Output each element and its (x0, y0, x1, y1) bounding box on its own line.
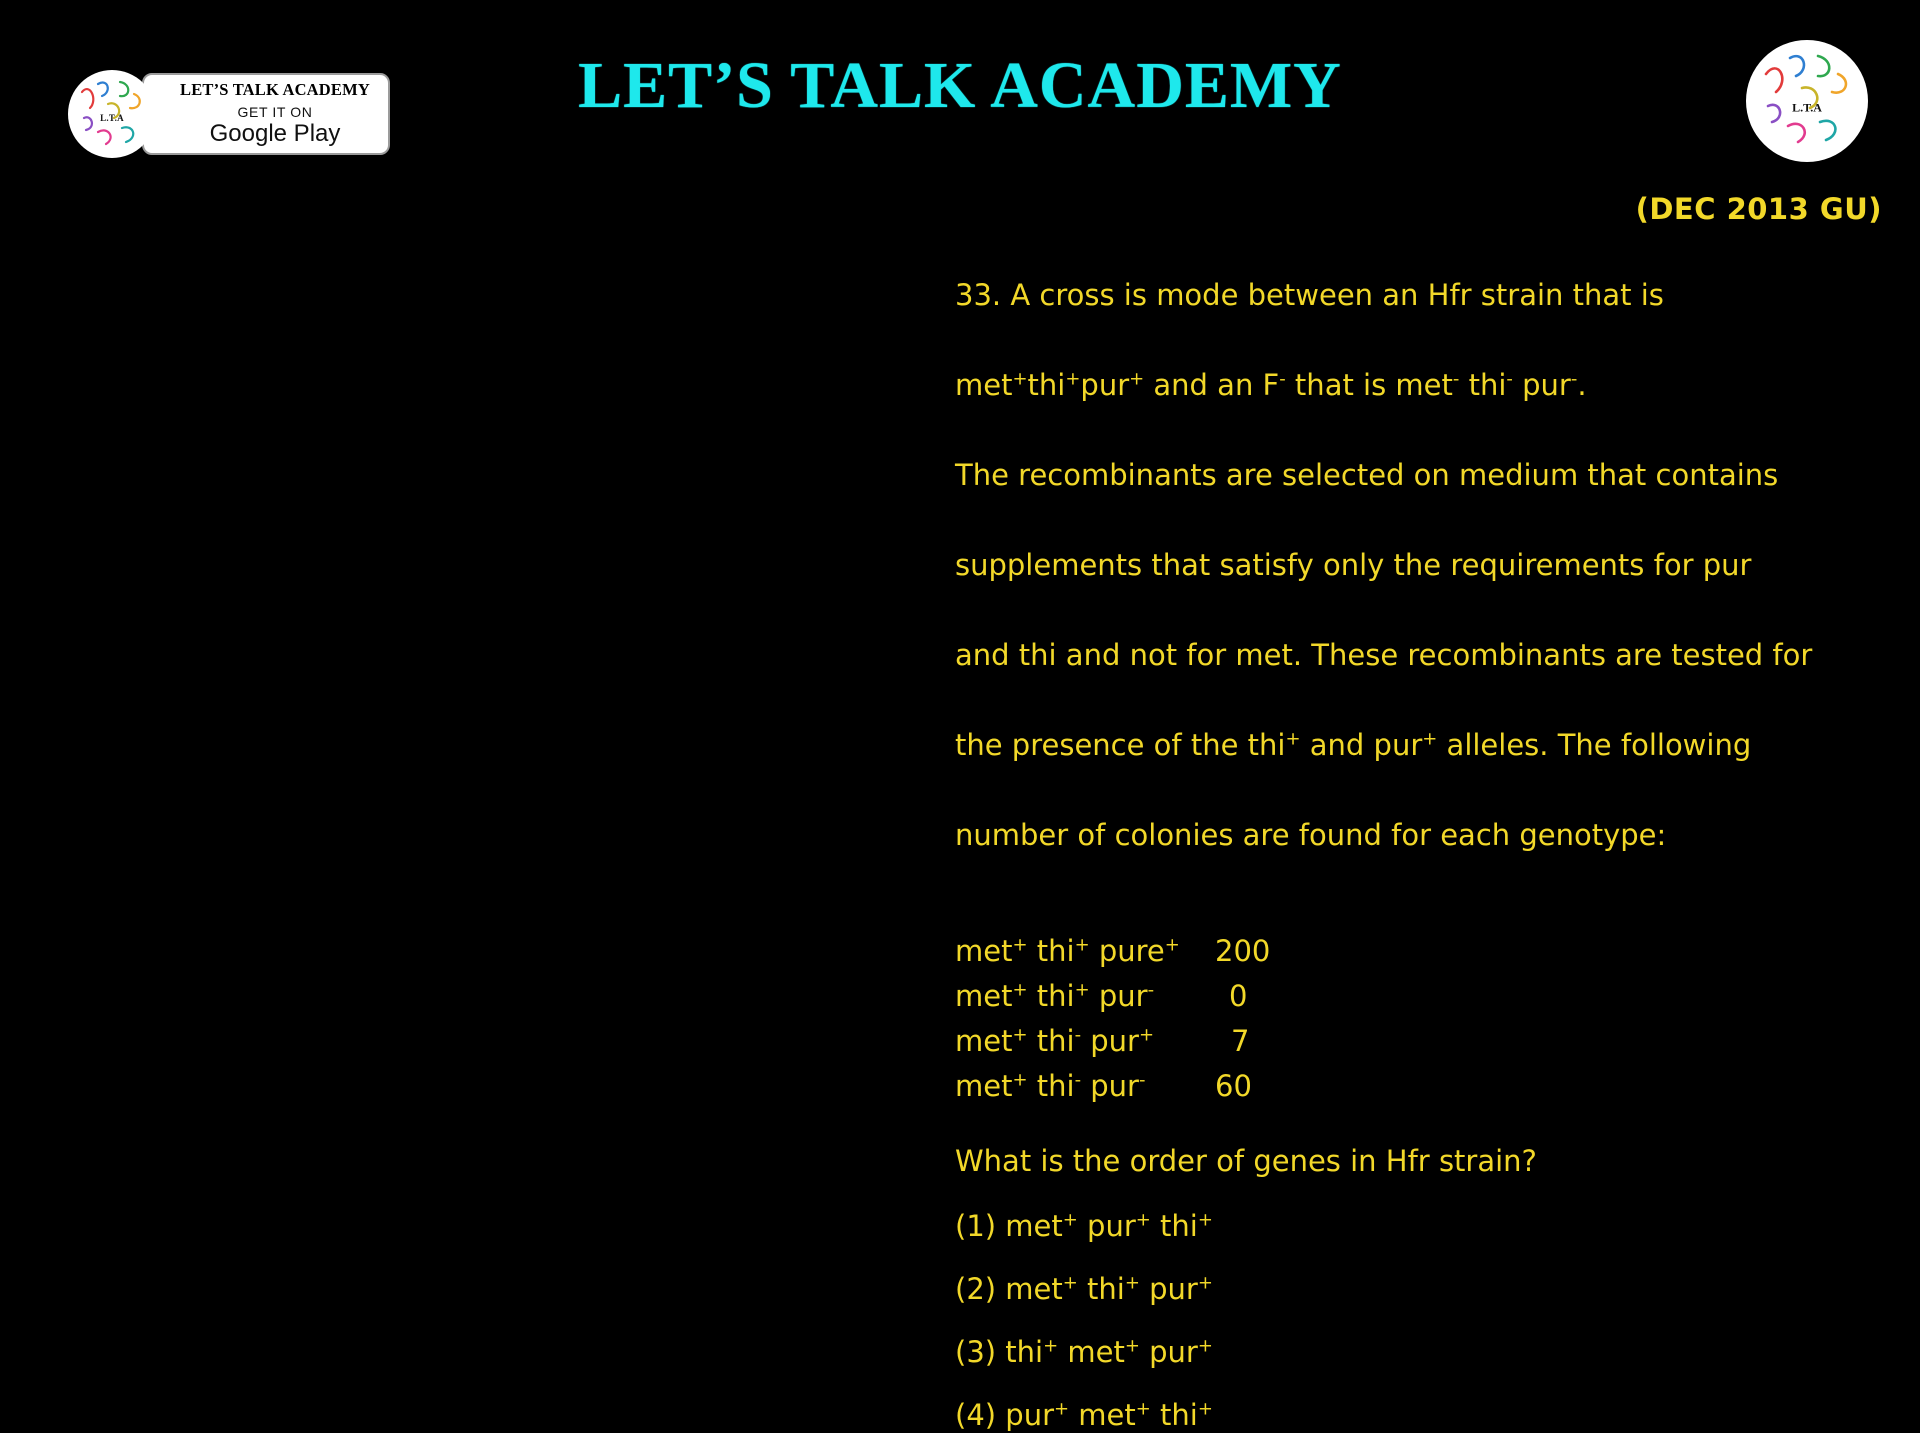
genotype-count: 200 (1215, 934, 1271, 968)
genotype-label: met+ thi+ pure+ (955, 934, 1180, 968)
question-line-1: 33. A cross is mode between an Hfr strain that is (955, 278, 1664, 312)
genotype-count: 60 (1215, 1069, 1252, 1103)
google-play-button[interactable] (142, 73, 390, 155)
logo-text-right: L.T.A (1792, 100, 1822, 115)
academy-logo-right-icon (1746, 40, 1868, 162)
genotype-label: met+ thi- pur- (955, 1069, 1146, 1103)
table-row (955, 974, 1885, 1019)
badge-store-row (209, 119, 341, 147)
question-content (955, 228, 1885, 1433)
badge-get-it-on: GET IT ON (237, 103, 313, 120)
badge-store-name: Google Play (209, 119, 341, 147)
question-line-4: supplements that satisfy only the requirements for pur (955, 548, 1752, 582)
answer-option-1[interactable]: (1) met+ pur+ thi+ (955, 1209, 1213, 1243)
badge-academy-name: LET’S TALK ACADEMY (179, 80, 371, 100)
question-line-7: number of colonies are found for each genotype: (955, 818, 1667, 852)
question-line-6: the presence of the thi+ and pur+ alleles. The following (955, 728, 1752, 762)
question-line-3: The recombinants are selected on medium that contains (955, 458, 1779, 492)
logo-text: L.T.A (100, 112, 124, 123)
genotype-label: met+ thi- pur+ (955, 1024, 1155, 1058)
genotype-count-table (955, 929, 1885, 1109)
question-statement (955, 228, 1885, 903)
page-title: LET’S TALK ACADEMY (578, 49, 1342, 122)
table-row (955, 929, 1885, 974)
answer-option-2[interactable]: (2) met+ thi+ pur+ (955, 1272, 1213, 1306)
genotype-count: 7 (1231, 1024, 1250, 1058)
answer-option-3[interactable]: (3) thi+ met+ pur+ (955, 1335, 1213, 1369)
google-play-badge-group[interactable] (68, 70, 390, 158)
table-row (955, 1064, 1885, 1109)
table-row (955, 1019, 1885, 1064)
slide-header (0, 0, 1920, 175)
exam-source-badge: (DEC 2013 GU) (1635, 192, 1882, 226)
genotype-label: met+ thi+ pur- (955, 979, 1155, 1013)
genotype-count: 0 (1229, 979, 1248, 1013)
academy-logo-icon (68, 70, 156, 158)
answer-option-4[interactable]: (4) pur+ met+ thi+ (955, 1398, 1213, 1432)
question-line-2: met+thi+pur+ and an F- that is met- thi- pur-. (955, 368, 1587, 402)
question-line-5: and thi and not for met. These recombinants are tested for (955, 638, 1813, 672)
question-prompt: What is the order of genes in Hfr strain? (955, 1144, 1537, 1178)
